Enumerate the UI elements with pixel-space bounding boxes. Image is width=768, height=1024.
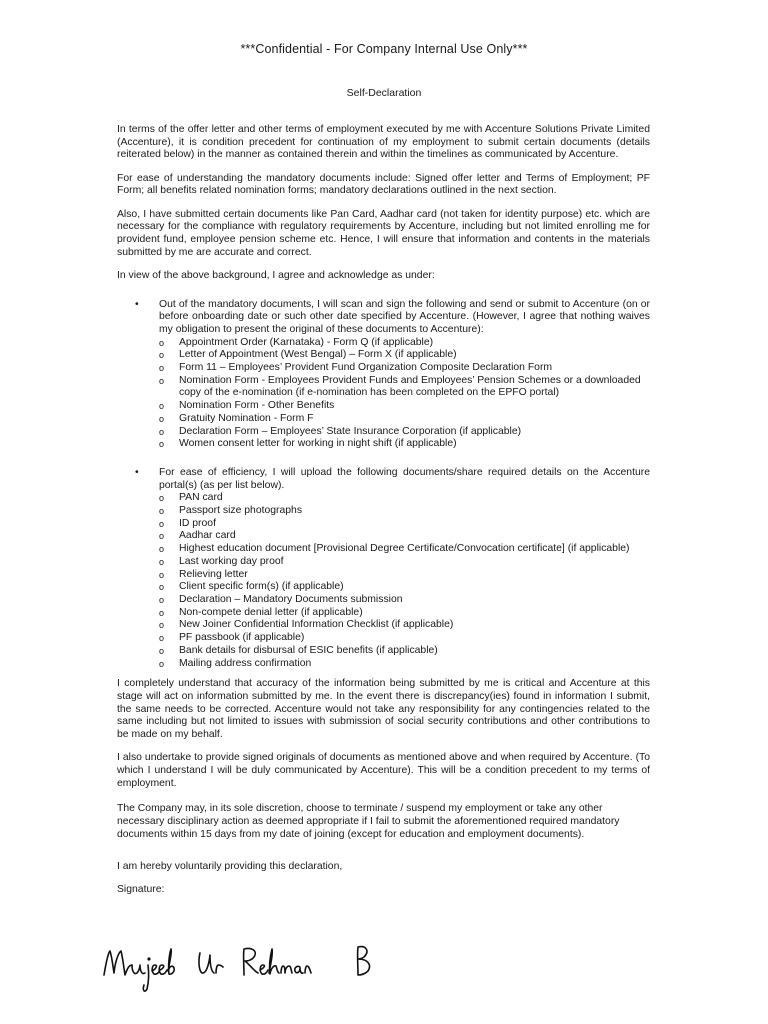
intro-paragraph: Also, I have submitted certain documents like Pan Card, Aadhar card (not taken for identity purpose) etc. which are necessary for the compliance with regulatory requirements by Accenture, including but not limited enrolling me for provident fund, employee pension scheme etc. Hence, I will ensure that information and contents in the materials submitted by me are accurate and correct. xyxy=(117,208,650,258)
list-item xyxy=(159,505,650,518)
bullet-text: Out of the mandatory documents, I will scan and sign the following and send or submit to Accenture (on or before onboarding date or such other date specified by Accenture. (However, I agree that nothing waives my obligation to present the original of these documents to Accenture): xyxy=(159,298,650,335)
hollow-bullet-icon: o xyxy=(159,375,165,386)
signature-label: Signature: xyxy=(117,884,165,896)
list-item xyxy=(159,658,650,671)
hollow-bullet-icon: o xyxy=(159,493,165,504)
list-item-text: Mailing address confirmation xyxy=(179,657,312,669)
list-item-text: Aadhar card xyxy=(179,530,236,542)
hollow-bullet-icon: o xyxy=(159,582,165,593)
hollow-bullet-icon: o xyxy=(159,595,165,605)
list-item-text: Declaration – Mandatory Documents submission xyxy=(179,594,403,605)
bullet-dot-icon: • xyxy=(135,298,139,310)
hollow-bullet-icon: o xyxy=(159,426,165,437)
hollow-bullet-icon: o xyxy=(159,401,165,412)
list-item-text: Last working day proof xyxy=(179,555,284,567)
hollow-bullet-icon: o xyxy=(159,620,165,631)
list-item xyxy=(159,438,650,451)
bullet-dot-icon: • xyxy=(135,466,139,478)
list-item-text: Gratuity Nomination - Form F xyxy=(179,412,314,424)
list-item xyxy=(159,362,650,375)
list-item-text: Passport size photographs xyxy=(179,505,303,517)
list-item xyxy=(159,594,650,607)
hollow-bullet-icon: o xyxy=(159,337,165,348)
closing-paragraph: I also undertake to provide signed originals of documents as mentioned above and when required by Accenture. (To which I understand I will be duly communicated by Accenture). This will be a condition precedent to my terms of employment. xyxy=(117,752,650,789)
list-item xyxy=(159,645,650,658)
document-title: Self-Declaration xyxy=(346,87,422,99)
document-body xyxy=(117,124,650,907)
closing-paragraph: The Company may, in its sole discretion, choose to terminate / suspend my employment or take any other necessary disciplinary action as deemed appropriate if I fail to submit the aforementioned required mandatory documents within 15 days from my date of joining (except for education and employment documents). xyxy=(117,803,620,840)
hollow-bullet-icon: o xyxy=(159,531,165,542)
list-item xyxy=(159,413,650,426)
list-item xyxy=(159,400,650,413)
hollow-bullet-icon: o xyxy=(159,544,165,555)
list-item-text: Highest education document [Provisional Degree Certificate/Convocation certificate] (if applicable) xyxy=(179,543,630,555)
hollow-bullet-icon: o xyxy=(159,506,165,517)
list-item-text: Relieving letter xyxy=(179,568,248,580)
confidential-header: ***Confidential - For Company Internal Use Only*** xyxy=(240,42,528,56)
list-item-text: PF passbook (if applicable) xyxy=(179,632,305,644)
list-item xyxy=(159,530,650,543)
list-item-text: Non-compete denial letter (if applicable) xyxy=(179,606,363,618)
hollow-bullet-icon: o xyxy=(159,658,165,669)
closing-paragraph: I completely understand that accuracy of the information being submitted by me is critical and Accenture at this stage will act on information submitted by me. In the event there is discrepancy(ies) found in information I submit, the same needs to be corrected. Accenture would not take any responsibility for any contingencies related to the same including but not limited to issues with submission of social security contributions and other contributions to be made on my behalf. xyxy=(117,678,650,741)
upload-documents-list xyxy=(117,492,650,670)
list-item xyxy=(159,569,650,582)
hollow-bullet-icon: o xyxy=(159,439,165,450)
list-item-text: Letter of Appointment (West Bengal) – Form X (if applicable) xyxy=(179,349,457,361)
list-item xyxy=(159,543,650,556)
list-item xyxy=(159,556,650,569)
list-item xyxy=(159,337,650,350)
list-item-text: Bank details for disbursal of ESIC benefits (if applicable) xyxy=(179,644,438,656)
bullet-mandatory-documents xyxy=(117,299,650,337)
intro-paragraph: For ease of understanding the mandatory documents include: Signed offer letter and Terms of Employment; PF Form; all benefits related nomination forms; mandatory declarations outlined in the next section. xyxy=(117,172,650,197)
hollow-bullet-icon: o xyxy=(159,556,165,567)
list-item xyxy=(159,518,650,531)
list-item-text: Nomination Form - Other Benefits xyxy=(179,400,335,412)
list-item xyxy=(159,426,650,439)
declaration-line: I am hereby voluntarily providing this declaration, xyxy=(117,861,343,873)
bullet-text: For ease of efficiency, I will upload the following documents/share required details on the Accenture portal(s) (as per list below). xyxy=(159,466,650,491)
hollow-bullet-icon: o xyxy=(159,645,165,656)
hollow-bullet-icon: o xyxy=(159,607,165,618)
hollow-bullet-icon: o xyxy=(159,518,165,529)
hollow-bullet-icon: o xyxy=(159,350,165,361)
mandatory-documents-list xyxy=(117,337,650,451)
list-item xyxy=(159,375,650,400)
list-item-text: Declaration Form – Employees’ State Insurance Corporation (if applicable) xyxy=(179,425,522,437)
list-item-text: Client specific form(s) (if applicable) xyxy=(179,581,344,593)
list-item xyxy=(159,632,650,645)
intro-paragraph: In terms of the offer letter and other terms of employment executed by me with Accenture Solutions Private Limited (Accenture), it is condition precedent for continuation of my employment to submit certain documents (details reiterated below) in the manner as contained therein and within the timelines as communicated by Accenture. xyxy=(117,124,650,161)
list-item-text: Nomination Form - Employees Provident Funds and Employees’ Pension Schemes or a downloaded copy of the e-nomination (if e-nomination has been completed on the EPFO portal) xyxy=(179,374,641,399)
list-item-text: Appointment Order (Karnataka) - Form Q (if applicable) xyxy=(179,336,434,348)
hollow-bullet-icon: o xyxy=(159,363,165,374)
list-item xyxy=(159,492,650,505)
handwritten-signature xyxy=(102,935,402,995)
list-item-text: New Joiner Confidential Information Checklist (if applicable) xyxy=(179,619,454,631)
hollow-bullet-icon: o xyxy=(159,633,165,644)
list-item-text: Women consent letter for working in night shift (if applicable) xyxy=(179,438,457,450)
list-item xyxy=(159,619,650,632)
list-item xyxy=(159,349,650,362)
bullet-upload-documents xyxy=(117,467,650,492)
list-item xyxy=(159,581,650,594)
hollow-bullet-icon: o xyxy=(159,413,165,424)
list-item xyxy=(159,607,650,620)
list-item-text: PAN card xyxy=(179,492,223,504)
intro-paragraph: In view of the above background, I agree and acknowledge as under: xyxy=(117,269,435,281)
hollow-bullet-icon: o xyxy=(159,569,165,580)
list-item-text: Form 11 – Employees’ Provident Fund Organization Composite Declaration Form xyxy=(179,362,553,374)
list-item-text: ID proof xyxy=(179,517,216,529)
